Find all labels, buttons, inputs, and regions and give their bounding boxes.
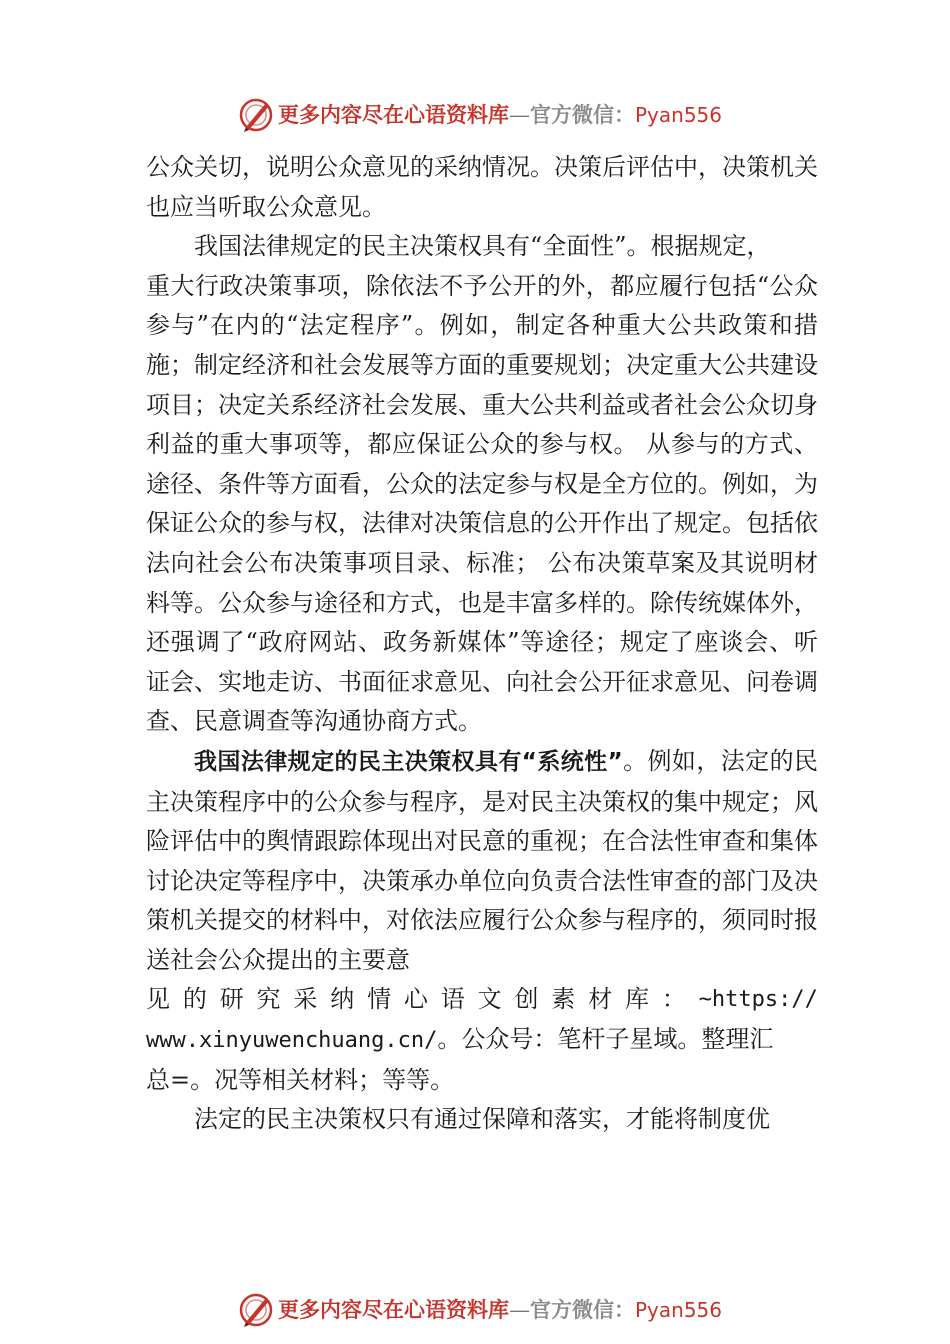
footer-promo-text <box>278 1297 722 1323</box>
wechat-id: Pyan556 <box>635 103 723 127</box>
paragraph-1: 公众关切，说明公众意见的采纳情况。决策后评估中，决策机关也应当听取公众意见。 <box>146 153 818 221</box>
spread-char: 究 <box>256 985 281 1014</box>
wechat-label: 官方微信： <box>530 1297 635 1322</box>
spread-char: 心 <box>403 985 428 1014</box>
paragraph-2-first-line: 我国法律规定的民主决策权具有“全面性”。根据规定， <box>194 232 771 261</box>
spread-url: ~https:// <box>698 987 818 1013</box>
url-line <box>146 1020 818 1061</box>
promo-dash: — <box>509 103 530 127</box>
spread-char: 见 <box>146 985 170 1014</box>
header-banner <box>0 95 950 135</box>
wechat-label: 官方微信： <box>530 102 635 127</box>
spread-char: 语 <box>440 985 465 1014</box>
spread-char: 采 <box>293 985 318 1014</box>
pen-logo-icon <box>238 1292 274 1328</box>
spread-char: 的 <box>182 985 207 1014</box>
spread-char: 库 <box>624 985 649 1014</box>
spread-line <box>146 980 818 1020</box>
paragraph-3-end: 总=。况等相关材料；等等。 <box>146 1065 455 1094</box>
url-line-text: 。公众号：笔杆子星域。整理汇 <box>437 1025 774 1054</box>
paragraph-3-text: 。例如，法定的民主决策程序中的公众参与程序，是对民主决策权的集中规定；风险评估中的舆情跟踪体现出对民意的重视；在合法性审查和集体讨论决定等程序中，决策承办单位向负责合法性审查的部门及决策机关提交的材料中，对依法应履行公众参与程序的，须同时报送社会公众提出的主要意 <box>146 746 818 974</box>
promo-label: 更多内容尽在心语资料库 <box>278 1297 509 1322</box>
website-url: www.xinyuwenchuang.cn/ <box>146 1028 438 1054</box>
promo-label: 更多内容尽在心语资料库 <box>278 102 509 127</box>
paragraph-2: 重大行政决策事项，除依法不予公开的外，都应履行包括“公众参与”在内的“法定程序”。例如，制定各种重大公共政策和措施；制定经济和社会发展等方面的重要规划；决定重大公共建设项目；决定关系经济社会发展、重大公共利益或者社会公众切身利益的重大事项等，都应保证公众的参与权。 从参与的方式、途径、条件等方面看，公众的法定参与权是全方位的。例如，为保证公众的参与权，法律对决策信息的公开作出了规定。包括依法向社会公布决策事项目录、标准； 公布决策草案及其说明材料等。公众参与途径和方式，也是丰富多样的。除传统媒体外，还强调了“政府网站、政务新媒体”等途径；规定了座谈会、听证会、实地走访、书面征求意见、向社会公开征求意见、问卷调查、民意调查等沟通协商方式。 <box>146 271 818 736</box>
paragraph-4: 法定的民主决策权只有通过保障和落实，才能将制度优 <box>194 1105 770 1134</box>
spread-char: 文 <box>477 985 502 1014</box>
paragraph-3 <box>146 742 818 981</box>
footer-banner <box>0 1290 950 1330</box>
spread-char: 创 <box>514 985 539 1014</box>
spread-char: 研 <box>219 985 244 1014</box>
document-body <box>146 148 818 1140</box>
paragraph-3-heading: 我国法律规定的民主决策权具有“系统性” <box>194 748 623 775</box>
promo-dash: — <box>509 1298 530 1322</box>
spread-char: 材 <box>588 985 613 1014</box>
pen-logo-icon <box>238 97 274 133</box>
wechat-id: Pyan556 <box>635 1298 723 1322</box>
spread-char: 情 <box>367 985 392 1014</box>
spread-char: ： <box>661 985 686 1014</box>
spread-char: 素 <box>551 985 576 1014</box>
header-promo-text <box>278 102 722 128</box>
spread-char: 纳 <box>330 985 355 1014</box>
